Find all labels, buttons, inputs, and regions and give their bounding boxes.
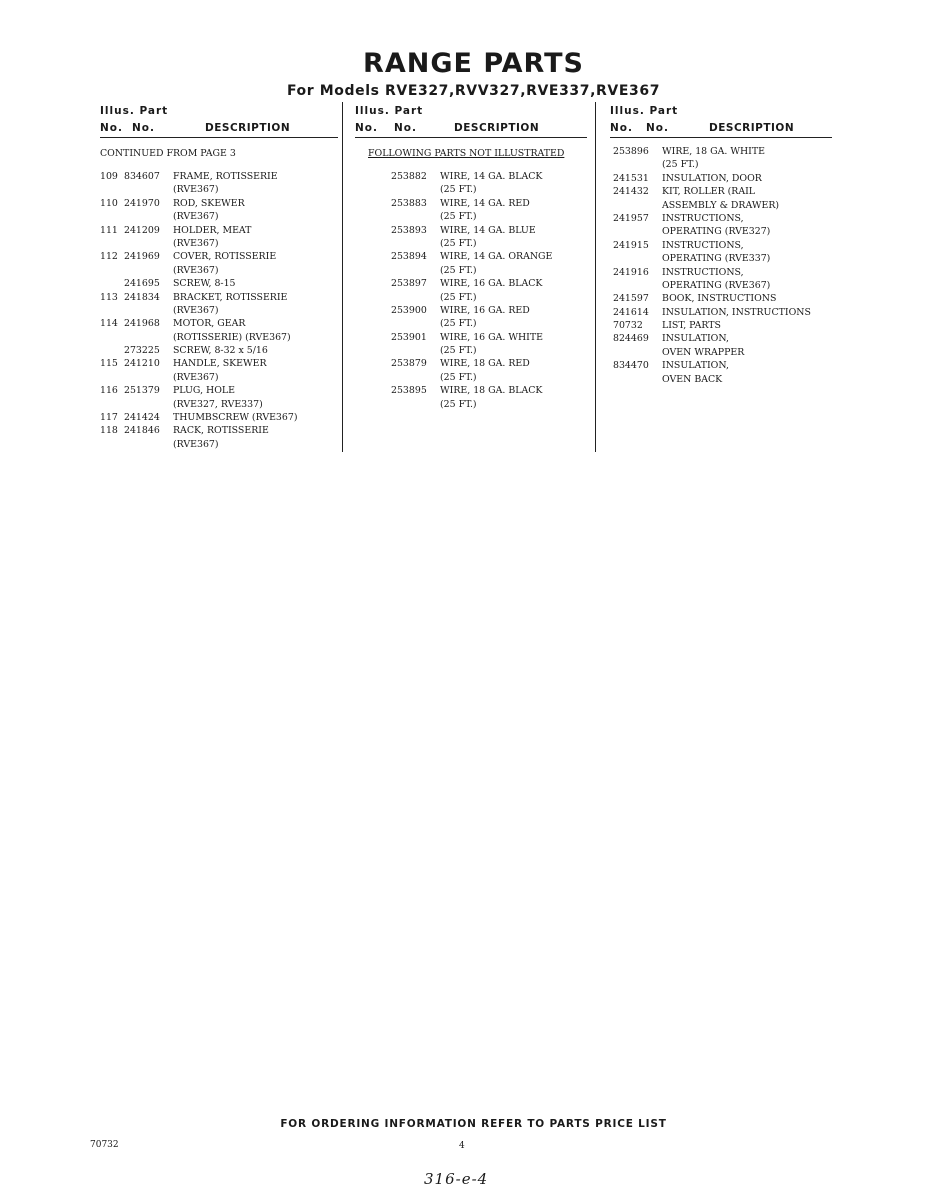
part-description: (RVE367) [173,264,219,276]
part-description: WIRE, 16 GA. BLACK [440,278,543,290]
part-row [355,250,564,263]
part-description: (25 FT.) [440,211,477,223]
header-illus-part: Illus. Part [100,105,169,117]
part-number: 253882 [391,171,427,182]
part-row [355,197,564,210]
part-description: OPERATING (RVE367) [662,279,771,291]
part-row [100,250,277,263]
part-row [355,210,564,223]
header-illus-no: No. [610,122,633,134]
part-description: ROD, SKEWER [173,197,245,209]
part-row [100,224,252,237]
part-number: 241209 [124,224,160,236]
part-number: 241695 [124,278,160,290]
part-row [100,411,298,424]
part-row [100,210,236,223]
illus-number: 111 [100,224,118,236]
part-row [355,291,564,304]
header-rule [355,137,587,138]
part-description: OPERATING (RVE327) [662,226,771,238]
part-description: OPERATING (RVE337) [662,253,771,265]
part-description: (ROTISSERIE) (RVE367) [173,331,291,343]
part-description: WIRE, 16 GA. RED [440,304,530,316]
illus-number: 115 [100,358,118,370]
column-1-list [100,147,298,451]
illus-number: 118 [100,425,118,437]
part-row [355,304,564,317]
part-number: 253900 [391,304,427,316]
parts-column-2 [355,105,590,410]
part-row [100,291,288,304]
part-description: HANDLE, SKEWER [173,358,267,370]
part-row [355,384,564,397]
part-row [355,317,564,330]
column-divider-1 [342,102,343,452]
part-number: 241846 [124,425,160,437]
part-description: WIRE, 14 GA. BLUE [440,224,536,236]
column-divider-2 [595,102,596,452]
header-illus-part: Illus. Part [610,105,679,117]
header-part-no: No. [646,122,669,134]
part-description: (RVE367) [173,371,219,383]
part-description: ASSEMBLY & DRAWER) [662,199,780,211]
part-description: (RVE367) [173,184,219,196]
header-part-no: No. [394,122,417,134]
part-description: (25 FT.) [440,291,477,303]
part-number: 241970 [124,197,160,209]
column-3-header [610,105,835,139]
part-number: 70732 [613,320,643,332]
part-description: (25 FT.) [440,184,477,196]
part-description: SCREW, 8-32 x 5/16 [173,345,268,357]
part-description: WIRE, 16 GA. WHITE [440,331,543,343]
part-row [100,183,236,196]
part-row [100,170,278,183]
part-description: COVER, ROTISSERIE [173,251,277,263]
part-number: 241531 [613,172,649,184]
part-description: INSTRUCTIONS, [662,212,744,224]
part-number: 834607 [124,171,160,182]
part-description: (25 FT.) [662,159,699,171]
part-row [100,237,236,250]
part-number: 253894 [391,251,427,263]
header-description: DESCRIPTION [205,122,291,134]
part-row [100,331,291,344]
part-description: (RVE367) [173,237,219,249]
part-description: (RVE327, RVE337) [173,398,263,410]
part-description: (25 FT.) [440,318,477,330]
part-description: KIT, ROLLER (RAIL [662,186,756,198]
part-row [355,237,564,250]
part-description: (25 FT.) [440,264,477,276]
illus-number: 117 [100,412,118,424]
part-row [355,183,564,196]
part-number: 241916 [613,266,649,278]
header-illus-no: No. [355,122,378,134]
part-number: 241424 [124,412,160,424]
part-description: INSTRUCTIONS, [662,239,744,251]
models-subtitle: For Models RVE327,RVV327,RVE337,RVE367 [286,83,661,99]
part-number: 253896 [613,146,649,157]
part-row [100,384,236,397]
parts-column-3 [610,105,835,385]
part-number: 253879 [391,358,427,370]
part-row [355,344,564,357]
part-description: WIRE, 14 GA. BLACK [440,171,543,182]
part-number: 251379 [124,385,160,397]
part-row [100,317,246,330]
part-row [100,398,263,411]
part-description: INSULATION, [662,360,729,372]
part-description: BRACKET, ROTISSERIE [173,291,288,303]
part-description: LIST, PARTS [662,320,721,332]
part-description: HOLDER, MEAT [173,224,252,236]
part-description: WIRE, 18 GA. BLACK [440,385,543,397]
part-number: 834470 [613,360,649,372]
document-number: 70732 [90,1140,119,1150]
handwritten-note: 316-e-4 [424,1170,489,1188]
part-row [100,357,267,370]
part-row [355,371,564,384]
part-description: (25 FT.) [440,371,477,383]
parts-column-1 [100,105,340,450]
part-row [100,438,236,451]
illus-number: 110 [100,197,118,209]
part-description: (25 FT.) [440,237,477,249]
part-number: 253893 [391,224,427,236]
part-number: 241957 [613,212,649,224]
part-number: 241968 [124,318,160,330]
part-number: 273225 [124,345,160,357]
column-2-header [355,105,590,139]
column-2-list [355,147,564,411]
part-description: (25 FT.) [440,345,477,357]
part-row [355,331,564,344]
part-description: OVEN WRAPPER [662,346,745,358]
part-row [355,170,564,183]
part-description: SCREW, 8-15 [173,278,236,290]
continued-note: CONTINUED FROM PAGE 3 [100,148,236,159]
part-description: INSULATION, [662,333,729,345]
illus-number: 114 [100,318,118,330]
part-number: 824469 [613,333,649,345]
part-description: INSULATION, INSTRUCTIONS [662,306,811,318]
part-row [100,277,236,290]
part-description: WIRE, 18 GA. WHITE [662,146,765,157]
part-number: 253883 [391,197,427,209]
part-description: WIRE, 14 GA. ORANGE [440,251,553,263]
illus-number: 116 [100,385,118,397]
part-number: 253897 [391,278,427,290]
column-1-header [100,105,340,139]
part-description: INSULATION, DOOR [662,172,762,184]
part-row [355,264,564,277]
illus-number: 112 [100,251,118,263]
illus-number: 109 [100,171,118,182]
part-number: 241597 [613,293,649,305]
part-row [100,424,269,437]
part-number: 253901 [391,331,427,343]
part-description: (RVE367) [173,304,219,316]
part-row [100,344,268,357]
part-number: 253895 [391,385,427,397]
part-number: 241432 [613,186,649,198]
part-description: RACK, ROTISSERIE [173,425,269,437]
part-row [355,224,564,237]
part-number: 241915 [613,239,649,251]
header-illus-part: Illus. Part [355,105,424,117]
part-number: 241969 [124,251,160,263]
part-description: THUMBSCREW (RVE367) [173,412,298,424]
part-description: (25 FT.) [440,398,477,410]
part-row [355,357,564,370]
page-title: RANGE PARTS [363,48,584,79]
part-number: 241834 [124,291,160,303]
part-description: PLUG, HOLE [173,385,235,397]
header-rule [610,137,832,138]
part-description: MOTOR, GEAR [173,318,246,330]
part-description: WIRE, 14 GA. RED [440,197,530,209]
header-description: DESCRIPTION [454,122,540,134]
not-illustrated-note: FOLLOWING PARTS NOT ILLUSTRATED [368,148,565,159]
part-number: 241614 [613,306,649,318]
illus-number: 113 [100,291,118,303]
part-row [100,197,245,210]
part-description: BOOK, INSTRUCTIONS [662,293,777,305]
part-description: FRAME, ROTISSERIE [173,171,278,182]
part-row [100,371,236,384]
part-number: 241210 [124,358,160,370]
part-description: (RVE367) [173,211,219,223]
part-row [100,264,236,277]
part-row [100,304,236,317]
part-description: OVEN BACK [662,373,723,385]
ordering-footer: FOR ORDERING INFORMATION REFER TO PARTS PRICE LIST [280,1118,667,1130]
header-part-no: No. [132,122,155,134]
part-description: INSTRUCTIONS, [662,266,744,278]
part-row [355,277,564,290]
header-description: DESCRIPTION [709,122,795,134]
header-illus-no: No. [100,122,123,134]
part-description: WIRE, 18 GA. RED [440,358,530,370]
part-row [355,398,564,411]
page-number: 4 [459,1141,465,1151]
header-rule [100,137,338,138]
part-description: (RVE367) [173,438,219,450]
